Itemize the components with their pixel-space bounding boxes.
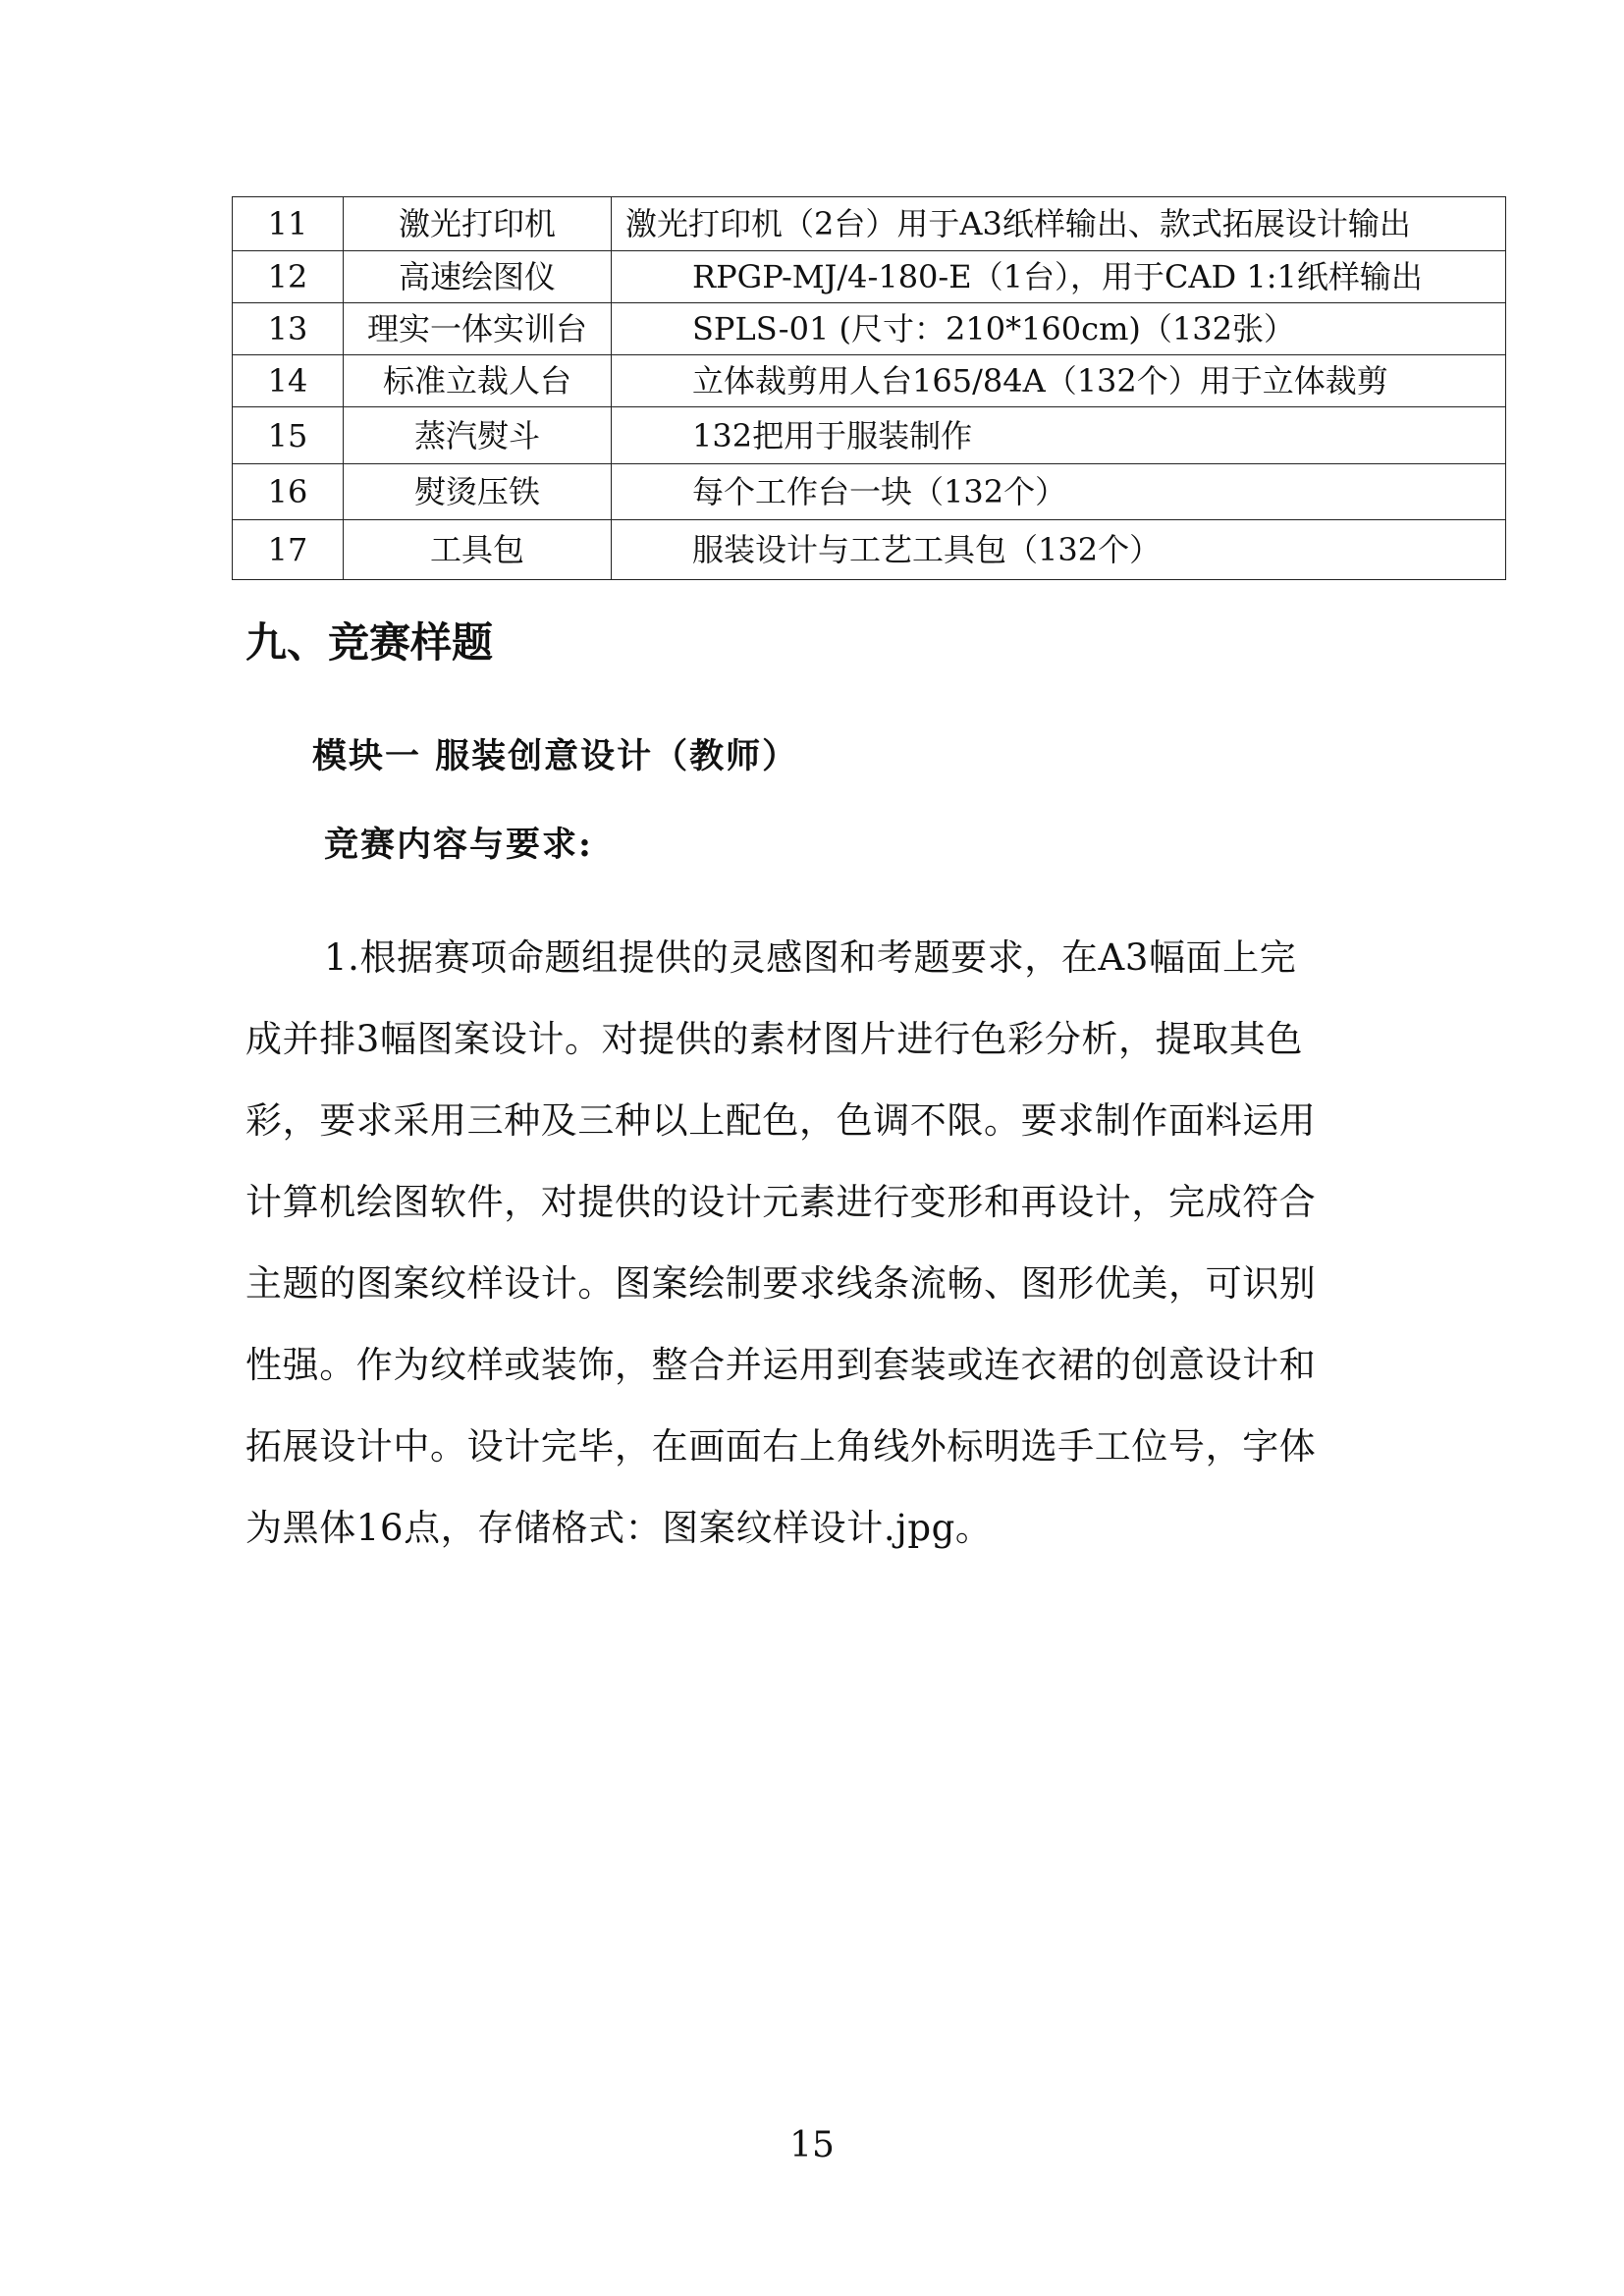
row-number: 16 (233, 464, 344, 520)
equipment-description: RPGP-MJ/4-180-E（1台），用于CAD 1:1纸样输出 (612, 251, 1506, 303)
row-number: 14 (233, 355, 344, 407)
equipment-description: SPLS-01 (尺寸：210*160cm)（132张） (612, 303, 1506, 355)
requirements-title: 竞赛内容与要求: (324, 825, 593, 865)
table-row (233, 251, 1506, 303)
equipment-description: 服装设计与工艺工具包（132个） (612, 520, 1506, 580)
table-row (233, 303, 1506, 355)
equipment-name: 高速绘图仪 (344, 251, 612, 303)
paragraph-line: 性强。作为纹样或装饰，整合并运用到套装或连衣裙的创意设计和 (245, 1344, 1317, 1386)
paragraph-line: 1.根据赛项命题组提供的灵感图和考题要求，在A3幅面上完 (324, 936, 1297, 979)
table-row (233, 197, 1506, 251)
table-row (233, 407, 1506, 464)
table-row (233, 520, 1506, 580)
equipment-name: 熨烫压铁 (344, 464, 612, 520)
paragraph-line: 拓展设计中。设计完毕，在画面右上角线外标明选手工位号，字体 (245, 1425, 1317, 1468)
section-title: 九、竞赛样题 (245, 618, 494, 667)
paragraph-line: 计算机绘图软件，对提供的设计元素进行变形和再设计，完成符合 (245, 1181, 1317, 1223)
page-number: 15 (789, 2125, 835, 2165)
equipment-name: 标准立裁人台 (344, 355, 612, 407)
equipment-table (232, 196, 1506, 580)
row-number: 12 (233, 251, 344, 303)
row-number: 11 (233, 197, 344, 251)
equipment-description: 激光打印机（2台）用于A3纸样输出、款式拓展设计输出 (612, 197, 1506, 251)
equipment-name: 激光打印机 (344, 197, 612, 251)
equipment-name: 理实一体实训台 (344, 303, 612, 355)
equipment-description: 立体裁剪用人台165/84A（132个）用于立体裁剪 (612, 355, 1506, 407)
row-number: 17 (233, 520, 344, 580)
table-row (233, 464, 1506, 520)
paragraph-line: 为黑体16点，存储格式：图案纹样设计.jpg。 (245, 1507, 993, 1549)
equipment-description: 132把用于服装制作 (612, 407, 1506, 464)
equipment-name: 工具包 (344, 520, 612, 580)
paragraph-line: 成并排3幅图案设计。对提供的素材图片进行色彩分析，提取其色 (245, 1018, 1303, 1060)
row-number: 15 (233, 407, 344, 464)
row-number: 13 (233, 303, 344, 355)
equipment-name: 蒸汽熨斗 (344, 407, 612, 464)
body-paragraph (245, 929, 1355, 1580)
paragraph-line: 彩，要求采用三种及三种以上配色，色调不限。要求制作面料运用 (245, 1099, 1317, 1142)
module-title: 模块一 服装创意设计（教师） (312, 736, 799, 776)
paragraph-line: 主题的图案纹样设计。图案绘制要求线条流畅、图形优美，可识别 (245, 1262, 1317, 1305)
equipment-description: 每个工作台一块（132个） (612, 464, 1506, 520)
table-row (233, 355, 1506, 407)
